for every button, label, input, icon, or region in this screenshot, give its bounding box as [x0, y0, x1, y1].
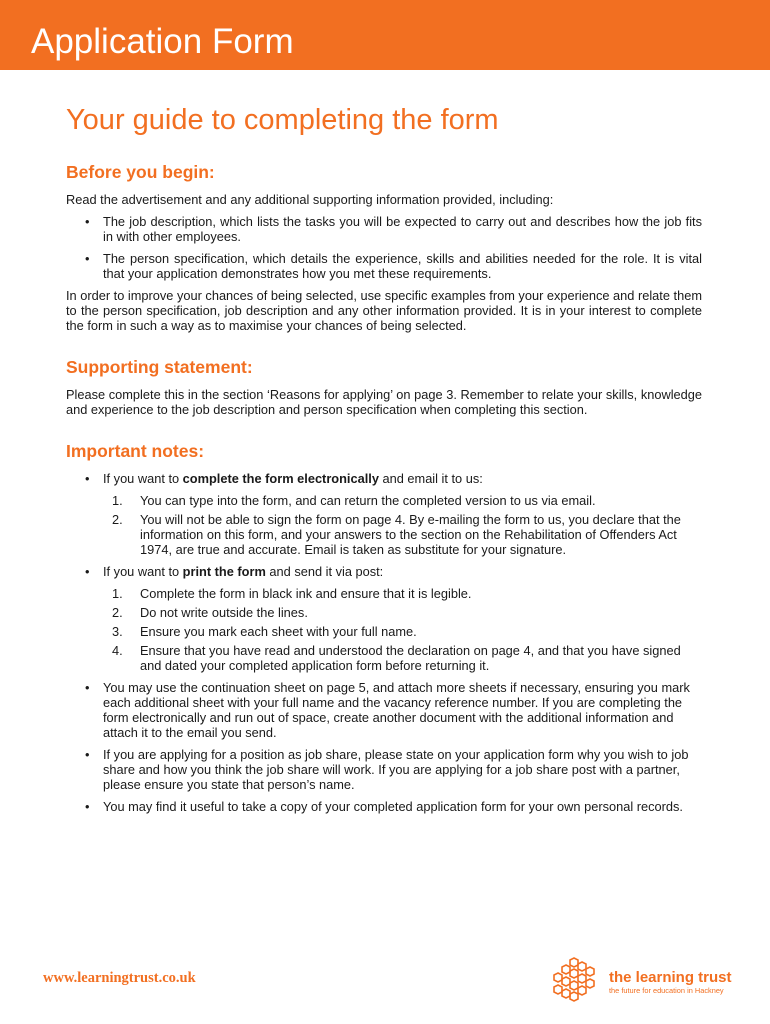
- notes-heading: Important notes:: [66, 441, 205, 461]
- logo-name: the learning trust: [609, 969, 732, 986]
- step-item: 3. Ensure you mark each sheet with your full name.: [112, 624, 417, 639]
- notes-section: [66, 441, 702, 814]
- footer-website-link[interactable]: www.learningtrust.co.uk: [43, 970, 196, 986]
- list-item: • If you want to complete the form electronically and email it to us: 1. You can type into the form, and can return the completed version to us via email. 2. You will not be able to sign the form on page 4. By e-mailing the form to us, you declare that the information on this form, and your answers to the section on the Rehabilitation of Offenders Act 1974, are true and accurate. Email is taken as substitute for your signature.: [66, 471, 702, 557]
- before-heading: Before you begin:: [66, 162, 215, 182]
- list-item: • If you are applying for a position as job share, please state on your application form why you wish to job share and how you think the job share will work. If you are applying for a job share post with a partner, please ensure you state that person’s name.: [66, 747, 702, 792]
- step-item: 2. You will not be able to sign the form on page 4. By e-mailing the form to us, you declare that the information on this form, and your answers to the section on the Rehabilitation of Offenders Act 1974, are true and accurate. Email is taken as substitute for your signature.: [112, 512, 681, 557]
- page-title: Application Form: [31, 22, 294, 61]
- electronic-steps: [66, 493, 702, 557]
- before-closing: In order to improve your chances of being selected, use specific examples from your experience and relate them to the person specification, job description and any other information provided. It is in your interest to complete the form in such a way as to maximise your chances of being selected.: [66, 288, 702, 333]
- emphasis: complete the form electronically: [182, 471, 379, 486]
- step-item: 1. You can type into the form, and can return the completed version to us via email.: [112, 493, 596, 508]
- notes-list: [66, 471, 702, 814]
- supporting-section: [66, 357, 702, 417]
- step-item: 2. Do not write outside the lines.: [112, 605, 308, 620]
- honeycomb-logo-icon: [551, 956, 605, 1002]
- before-intro: Read the advertisement and any additional supporting information provided, including:: [66, 192, 554, 207]
- list-item: • The job description, which lists the tasks you will be expected to carry out and describes how the job fits in with other employees.: [66, 214, 702, 244]
- main-content: [66, 103, 702, 814]
- step-item: 4. Ensure that you have read and understood the declaration on page 4, and that you have signed and dated your completed application form before returning it.: [112, 643, 681, 673]
- list-item: • The person specification, which details the experience, skills and abilities needed for the role. It is vital that your application demonstrates how you met these requirements.: [66, 251, 702, 281]
- step-item: 1. Complete the form in black ink and ensure that it is legible.: [112, 586, 472, 601]
- header-banner: [0, 0, 770, 70]
- before-list: [66, 214, 702, 281]
- supporting-text: Please complete this in the section ‘Reasons for applying’ on page 3. Remember to relate your skills, knowledge and experience to the job description and person specification when completing this section.: [66, 387, 702, 417]
- before-section: [66, 162, 702, 333]
- list-item: • You may use the continuation sheet on page 5, and attach more sheets if necessary, ensuring you mark each additional sheet with your full name and the vacancy reference number. If you are completing the form electronically and run out of space, create another document with the additional information and attach it to the email you send.: [66, 680, 702, 740]
- learning-trust-logo: [551, 956, 741, 1002]
- guide-title: Your guide to completing the form: [66, 104, 499, 136]
- list-item: • You may find it useful to take a copy of your completed application form for your own personal records.: [66, 799, 702, 814]
- logo-tagline: the future for education in Hackney: [609, 986, 724, 995]
- supporting-heading: Supporting statement:: [66, 357, 253, 377]
- print-steps: [66, 586, 702, 673]
- list-item: • If you want to print the form and send it via post: 1. Complete the form in black ink and ensure that it is legible. 2. Do not write outside the lines. 3. Ensure you mark each sheet with your full name. 4. Ensure that you have read and understood the declaration on page 4, and that you have signed and dated your completed application form before returning it.: [66, 564, 702, 673]
- emphasis: print the form: [182, 564, 266, 579]
